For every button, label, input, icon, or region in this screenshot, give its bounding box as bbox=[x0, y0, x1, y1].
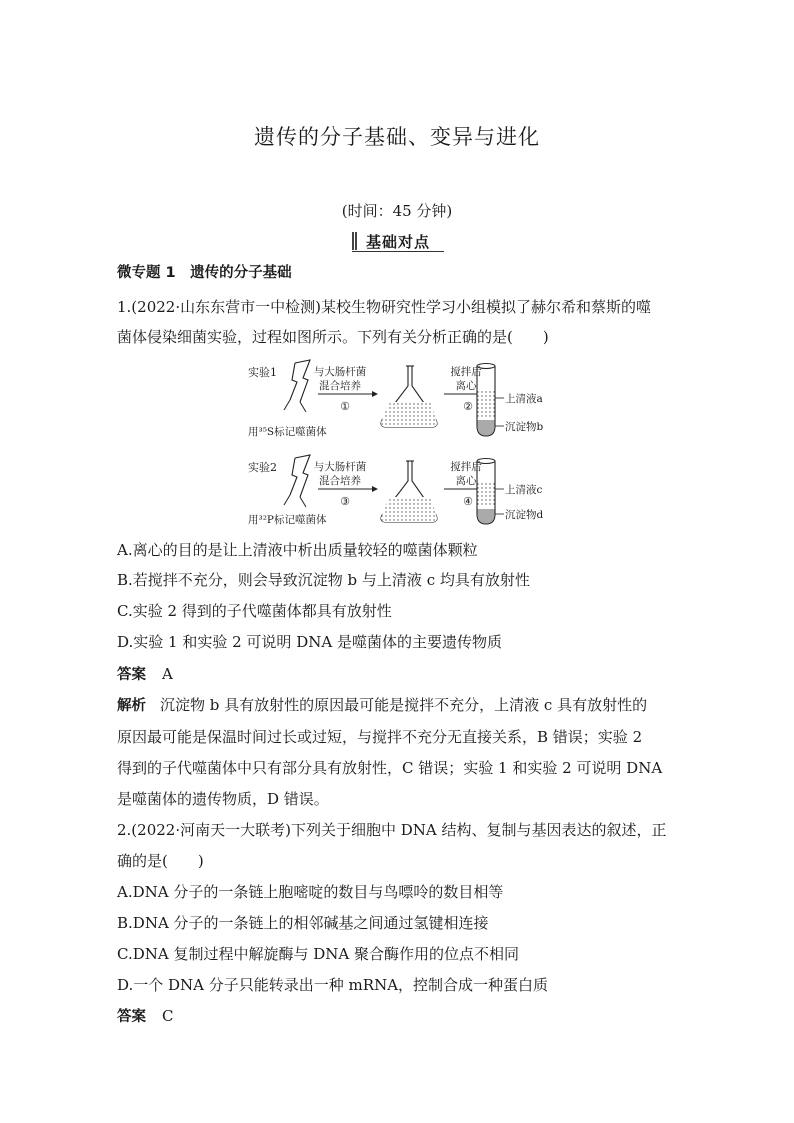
section-banner bbox=[352, 230, 444, 252]
exp2-label: 实验2 bbox=[248, 461, 277, 474]
banner-underline bbox=[352, 251, 444, 252]
q1-analysis-line1 bbox=[117, 695, 647, 716]
page-title: 遗传的分子基础、变异与进化 bbox=[254, 125, 540, 149]
exp2-phage-label: 用³²P标记噬菌体 bbox=[248, 514, 327, 526]
exp1-supernatant-label: 上清液a bbox=[505, 393, 543, 405]
q1-answer-value: A bbox=[162, 665, 173, 683]
exp1-step1-num: ① bbox=[340, 400, 350, 413]
q1-option-a: A.离心的目的是让上清液中析出质量较轻的噬菌体颗粒 bbox=[117, 541, 478, 559]
q1-answer bbox=[117, 664, 173, 685]
exp1-step2-line1: 搅拌后 bbox=[450, 366, 482, 378]
q2-option-b: B.DNA 分子的一条链上的相邻碱基之间通过氢键相连接 bbox=[117, 914, 489, 932]
banner-stripe-icon bbox=[352, 232, 358, 250]
q1-option-d: D.实验 1 和实验 2 可说明 DNA 是噬菌体的主要遗传物质 bbox=[117, 633, 502, 651]
q2-option-a: A.DNA 分子的一条链上胞嘧啶的数目与鸟嘌呤的数目相等 bbox=[117, 883, 504, 901]
q1-stem-line1: 1.(2022·山东东营市一中检测)某校生物研究性学习小组模拟了赫尔希和蔡斯的噬 bbox=[117, 298, 651, 316]
q2-stem-line1: 2.(2022·河南天一大联考)下列关于细胞中 DNA 结构、复制与基因表达的叙述，正 bbox=[117, 821, 667, 839]
q1-analysis-text1: 沉淀物 b 具有放射性的原因最可能是搅拌不充分，上清液 c 具有放射性的 bbox=[160, 696, 648, 714]
exp1-sediment-label: 沉淀物b bbox=[505, 421, 544, 433]
exp1-phage-icon bbox=[295, 360, 310, 402]
exp2-step2-line2: 离心 bbox=[455, 475, 477, 487]
exp2-step1-line1: 与大肠杆菌 bbox=[313, 461, 367, 473]
exp2-step1-line2: 混合培养 bbox=[319, 475, 361, 487]
exp1-step1-line1: 与大肠杆菌 bbox=[313, 366, 367, 378]
exp1-phage-label: 用³⁵S标记噬菌体 bbox=[248, 426, 327, 438]
q1-stem-line2: 菌体侵染细菌实验，过程如图所示。下列有关分析正确的是( ) bbox=[117, 328, 549, 346]
q2-answer bbox=[117, 1006, 173, 1027]
exp1-label: 实验1 bbox=[248, 366, 277, 379]
q1-analysis-line3: 得到的子代噬菌体中只有部分具有放射性，C 错误；实验 1 和实验 2 可说明 DNA bbox=[117, 759, 663, 777]
q2-answer-value: C bbox=[162, 1007, 174, 1025]
q2-stem-line2: 确的是( ) bbox=[117, 852, 204, 870]
exp2-step2-num: ④ bbox=[463, 495, 473, 508]
exp2-phage-icon bbox=[295, 455, 310, 497]
q1-answer-label: 答案 bbox=[117, 667, 146, 683]
exp1-step2-line2: 离心 bbox=[455, 380, 477, 392]
time-note: (时间：45 分钟) bbox=[341, 202, 453, 220]
q2-option-d: D.一个 DNA 分子只能转录出一种 mRNA，控制合成一种蛋白质 bbox=[117, 976, 549, 994]
phage-experiment-diagram bbox=[248, 358, 558, 530]
exp2-supernatant-label: 上清液c bbox=[505, 484, 543, 496]
section-banner-label: 基础对点 bbox=[366, 233, 431, 251]
exp2-sediment-label: 沉淀物d bbox=[505, 509, 544, 521]
exp1-arrow1-icon bbox=[372, 391, 378, 397]
exp2-step2-line1: 搅拌后 bbox=[450, 461, 482, 473]
q1-analysis-line2: 原因最可能是保温时间过长或过短，与搅拌不充分无直接关系，B 错误；实验 2 bbox=[117, 728, 643, 746]
exp1-step2-num: ② bbox=[463, 400, 473, 413]
q1-option-b: B.若搅拌不充分，则会导致沉淀物 b 与上清液 c 均具有放射性 bbox=[117, 571, 530, 589]
q1-option-c: C.实验 2 得到的子代噬菌体都具有放射性 bbox=[117, 602, 392, 620]
q1-analysis-line4: 是噬菌体的遗传物质，D 错误。 bbox=[117, 790, 329, 808]
q2-answer-label: 答案 bbox=[117, 1009, 146, 1025]
q1-analysis-label: 解析 bbox=[117, 698, 146, 714]
topic-heading: 微专题 1 遗传的分子基础 bbox=[117, 265, 292, 281]
exp1-step1-line2: 混合培养 bbox=[319, 380, 361, 392]
exp2-arrow1-icon bbox=[372, 486, 378, 492]
q2-option-c: C.DNA 复制过程中解旋酶与 DNA 聚合酶作用的位点不相同 bbox=[117, 945, 519, 963]
exp2-step1-num: ③ bbox=[340, 495, 350, 508]
